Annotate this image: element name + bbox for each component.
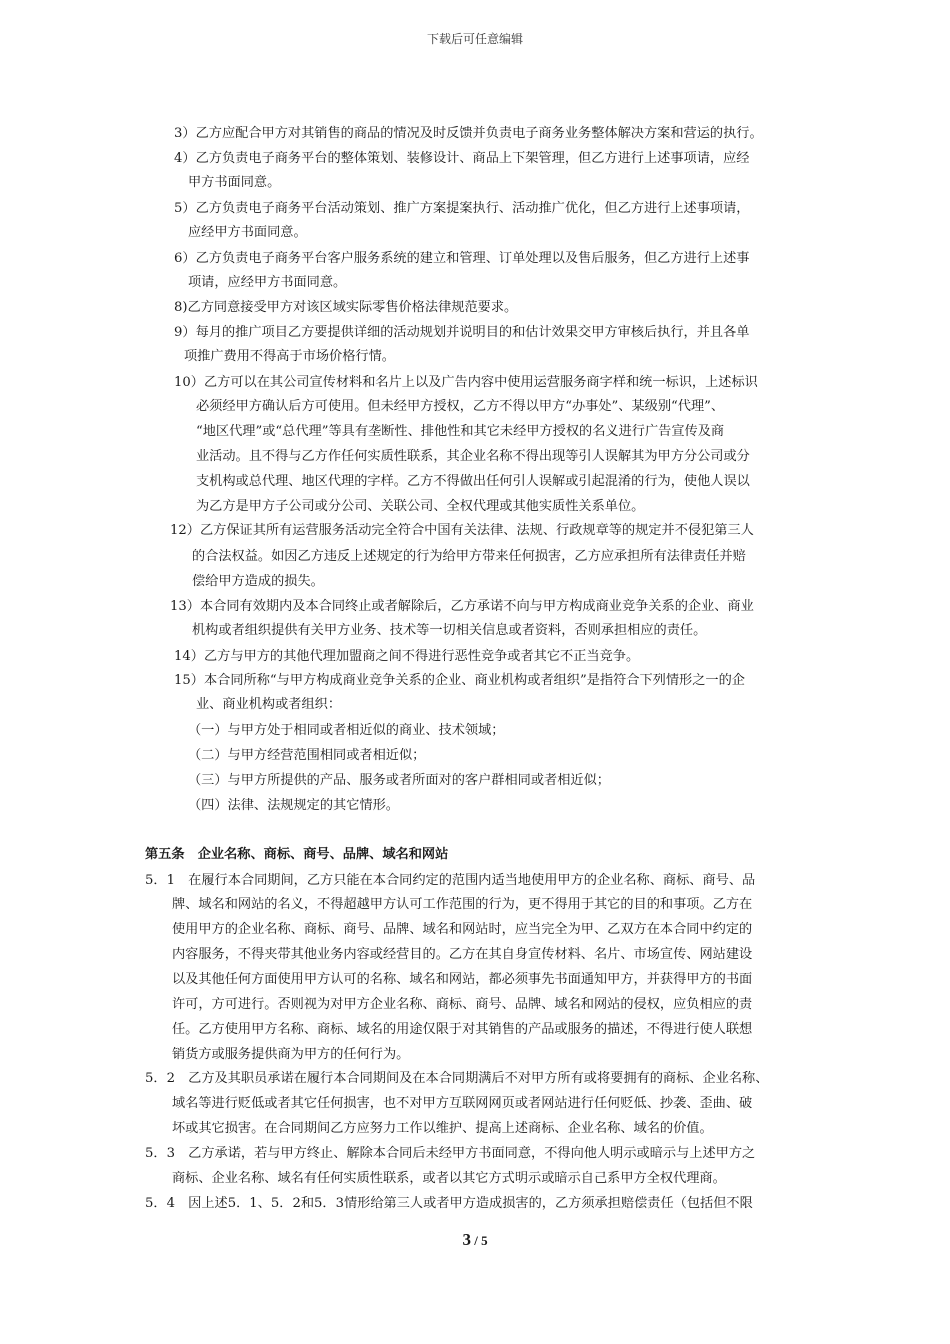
text-line: 偿给甲方造成的损失。	[192, 574, 324, 589]
text-line: 任。乙方使用甲方名称、商标、域名的用途仅限于对其销售的产品或服务的描述，不得进行使人联想	[172, 1022, 753, 1037]
text-line: 3）乙方应配合甲方对其销售的商品的情况及时反馈并负责电子商务业务整体解决方案和营运的执行。	[174, 126, 763, 141]
text-line: 为乙方是甲方子公司或分公司、关联公司、全权代理或其他实质性关系单位。	[196, 499, 645, 514]
text-line: 的合法权益。如因乙方违反上述规定的行为给甲方带来任何损害，乙方应承担所有法律责任并赔	[192, 549, 746, 564]
text-line: 8)乙方同意接受甲方对该区域实际零售价格法律规范要求。	[174, 300, 518, 315]
text-line: 5．4 因上述5．1、5．2和5．3情形给第三人或者甲方造成损害的，乙方须承担赔偿责任（包括但不限	[145, 1196, 753, 1211]
text-line: 内容服务，不得夹带其他业务内容或经营目的。乙方在其自身宣传材料、名片、市场宣传、网站建设	[172, 947, 753, 962]
text-line: 5．3 乙方承诺，若与甲方终止、解除本合同后未经甲方书面同意，不得向他人明示或暗示与上述甲方之	[145, 1146, 756, 1161]
text-line: 支机构或总代理、地区代理的字样。乙方不得做出任何引人误解或引起混淆的行为，使他人误以	[196, 474, 750, 489]
text-line: 13）本合同有效期内及本合同终止或者解除后，乙方承诺不向与甲方构成商业竞争关系的企业、商业	[170, 599, 754, 614]
text-line: 业活动。且不得与乙方作任何实质性联系，其企业名称不得出现等引人误解其为甲方分公司或分	[196, 449, 750, 464]
text-line: 域名等进行贬低或者其它任何损害，也不对甲方互联网网页或者网站进行任何贬低、抄袭、歪曲、破	[172, 1096, 753, 1111]
text-line: 坏或其它损害。在合同期间乙方应努力工作以维护、提高上述商标、企业名称、域名的价值。	[172, 1121, 713, 1136]
text-line: 许可，方可进行。否则视为对甲方企业名称、商标、商号、品牌、域名和网站的侵权，应负相应的责	[172, 997, 753, 1012]
text-line: 15）本合同所称“与甲方构成商业竞争关系的企业、商业机构或者组织”是指符合下列情形之一的企	[174, 673, 745, 688]
text-line: 应经甲方书面同意。	[188, 225, 307, 240]
text-line: 机构或者组织提供有关甲方业务、技术等一切相关信息或者资料，否则承担相应的责任。	[192, 623, 707, 638]
page-header: 下载后可任意编辑	[426, 32, 523, 46]
page-total: 5	[481, 1233, 488, 1248]
text-line: 9）每月的推广项目乙方要提供详细的活动规划并说明目的和估计效果交甲方审核后执行，并且各单	[174, 325, 750, 340]
text-line: 12）乙方保证其所有运营服务活动完全符合中国有关法律、法规、行政规章等的规定并不侵犯第三人	[170, 523, 754, 538]
text-line: （三）与甲方所提供的产品、服务或者所面对的客户群相同或者相近似；	[188, 773, 610, 788]
text-line: 6）乙方负责电子商务平台客户服务系统的建立和管理、订单处理以及售后服务，但乙方进行上述事	[174, 251, 750, 266]
text-line: 牌、域名和网站的名义，不得超越甲方认可工作范围的行为，更不得用于其它的目的和事项。乙方在	[172, 897, 753, 912]
text-line: 14）乙方与甲方的其他代理加盟商之间不得进行恶性竞争或者其它不正当竞争。	[174, 649, 640, 664]
section-heading: 第五条 企业名称、商标、商号、品牌、域名和网站	[145, 847, 449, 862]
text-line: 5．1 在履行本合同期间，乙方只能在本合同约定的范围内适当地使用甲方的企业名称、商标、商号、品	[145, 873, 756, 888]
text-line: （四）法律、法规规定的其它情形。	[188, 798, 399, 813]
text-line: 以及其他任何方面使用甲方认可的名称、域名和网站，都必须事先书面通知甲方，并获得甲方的书面	[172, 972, 753, 987]
text-line: 10）乙方可以在其公司宣传材料和名片上以及广告内容中使用运营服务商字样和统一标识，上述标识	[174, 375, 758, 390]
text-line: （二）与甲方经营范围相同或者相近似；	[188, 748, 426, 763]
text-line: 项推广费用不得高于市场价格行情。	[184, 349, 395, 364]
text-line: 5）乙方负责电子商务平台活动策划、推广方案提案执行、活动推广优化，但乙方进行上述事项请，	[174, 201, 750, 216]
text-line: 使用甲方的企业名称、商标、商号、品牌、域名和网站时，应当完全为甲、乙双方在本合同中约定的	[172, 922, 753, 937]
page-separator: /	[470, 1233, 482, 1248]
text-line: 销货方或服务提供商为甲方的任何行为。	[172, 1047, 410, 1062]
text-line: “地区代理”或“总代理”等具有垄断性、排他性和其它未经甲方授权的名义进行广告宣传及商	[196, 424, 725, 439]
text-line: 必须经甲方确认后方可使用。但未经甲方授权，乙方不得以甲方“办事处”、某级别“代理”、	[196, 399, 725, 414]
text-line: 商标、企业名称、域名有任何实质性联系，或者以其它方式明示或暗示自己系甲方全权代理商。	[172, 1171, 726, 1186]
text-line: 业、商业机构或者组织：	[196, 697, 342, 712]
text-line: （一）与甲方处于相同或者相近似的商业、技术领域；	[188, 723, 505, 738]
text-line: 项请，应经甲方书面同意。	[188, 275, 347, 290]
text-line: 5．2 乙方及其职员承诺在履行本合同期间及在本合同期满后不对甲方所有或将要拥有的商标、企业名称、	[145, 1071, 769, 1086]
page-number	[0, 1230, 950, 1250]
text-line: 4）乙方负责电子商务平台的整体策划、装修设计、商品上下架管理，但乙方进行上述事项请，应经	[174, 151, 750, 166]
text-line: 甲方书面同意。	[188, 175, 281, 190]
page-current: 3	[462, 1230, 471, 1249]
